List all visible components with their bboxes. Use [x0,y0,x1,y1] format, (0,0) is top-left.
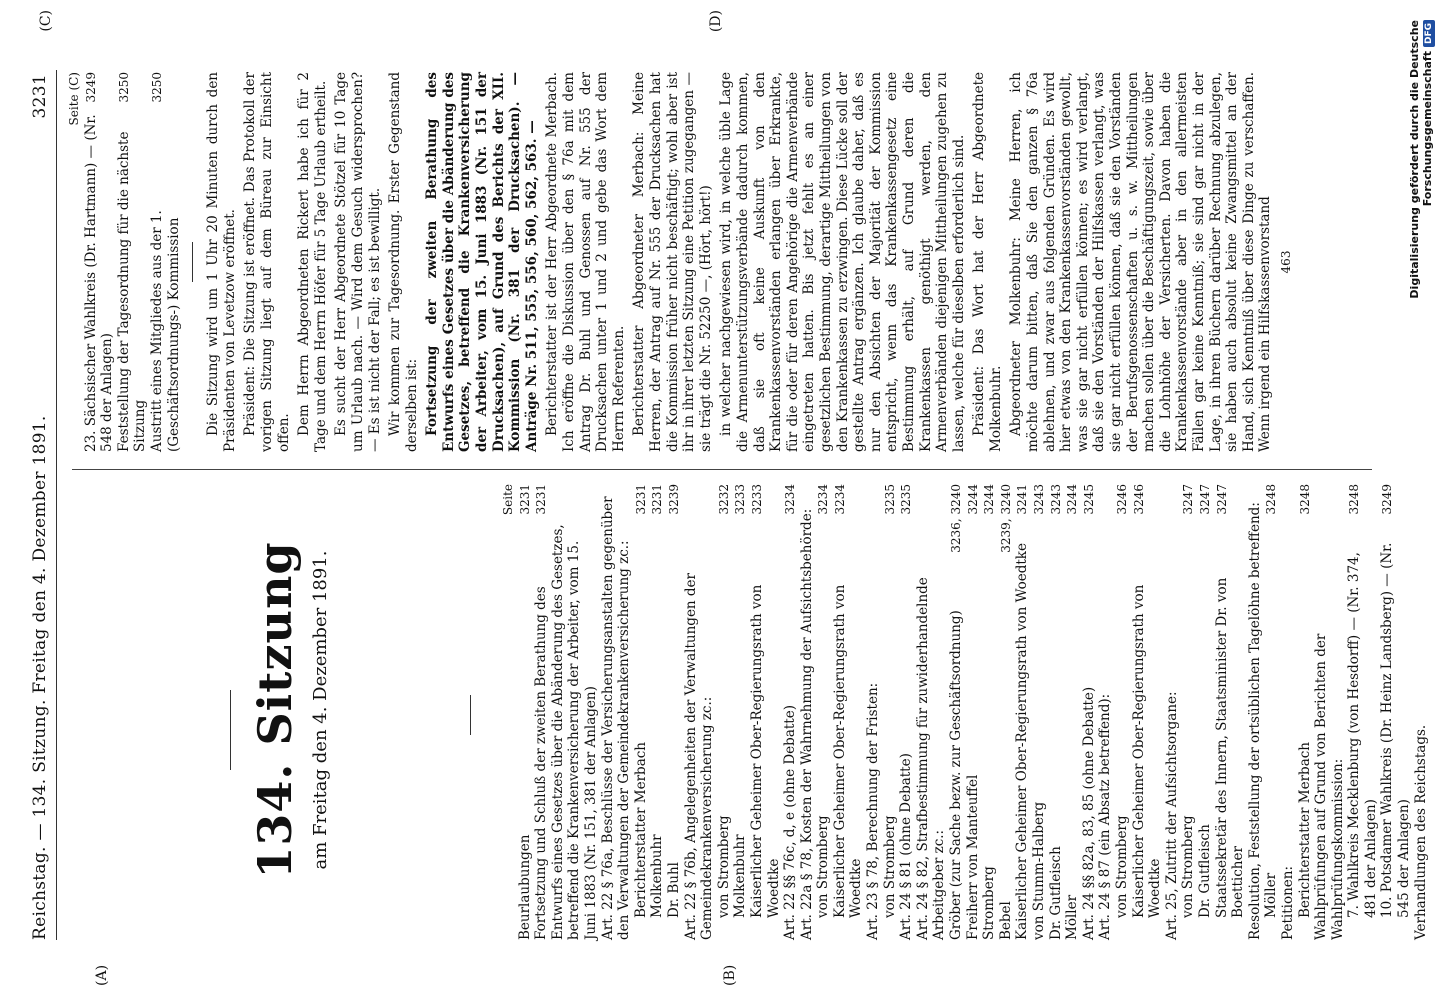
toc-column [500,484,1429,940]
toc-entry [1114,484,1131,940]
toc-entry-text: Kaiserlicher Geheimer Ober-Regierungsrath von Woedtke [1014,543,1031,940]
margin-marker-b: (B) [722,964,738,986]
toc-entry-text: Berichterstatter Merbach [1296,741,1313,918]
proceedings-paragraph: Berichterstatter Abgeordneter Merbach: Meine Herren, der Antrag auf Nr. 555 der Drucksachen hat die Kommission früher nicht beschäftigt; wohl aber ist ihr in ihrer letzten Sitzung eine Petition zugegangen — sie trägt die Nr. 52250 —, (Hört, hört!) [631,72,714,452]
toc-entry-text: Kaiserlicher Geheimer Ober-Regierungsrath von Woedtke [748,584,782,918]
toc-entry-page: 3247 [1181,484,1196,515]
toc-entry [533,484,599,940]
toc-entry [683,484,716,940]
toc-entry-text: Molkenbuhr [649,834,666,918]
toc-entry [898,484,915,940]
toc-entry-text: Gröber (zur Sache bezw. zur Geschäftsordnung) [948,610,965,940]
toc-entry-text: Fortsetzung und Schluß der zweiten Berathung des Entwurfs eines Gesetzes über die Abänderung des Gesetzes, betreffend die Krankenversicherung der Arbeiter, vom 15. Juni 1883 (Nr. 151, 381 der Anlagen) [533,524,599,940]
proceedings-paragraph: Dem Herrn Abgeordneten Rickert habe ich für 2 Tage und dem Herrn Höfer für 5 Tage Urlaub ertheilt. [296,72,329,452]
margin-marker-d: (D) [708,10,724,33]
toc-entry [965,484,982,940]
toc-entry-text: Dr. Gutfleisch [1196,824,1213,918]
column-divider [72,469,1372,470]
toc-entry-text: Art. 25, Zutritt der Aufsichtsorgane: [1163,691,1180,940]
agenda-entry-page: 3249 [83,72,98,103]
toc-entry-page: 3234 [816,484,831,515]
toc-entry [1197,484,1214,940]
toc-entry [981,484,998,940]
agenda-list [83,72,183,452]
toc-entry [1346,484,1379,940]
toc-entry [1164,484,1181,940]
margin-marker-a: (A) [94,964,110,986]
toc-entry [1031,484,1048,940]
proceedings-paragraph: Präsident: Das Wort hat der Herr Abgeordnete Molkenbuhr. [971,72,1004,452]
proceedings-paragraph: Die Sitzung wird um 1 Uhr 20 Minuten durch den Präsidenten von Levetzow eröffnet. [205,72,238,452]
toc-entry-page: 3245 [1081,484,1096,515]
toc-entry-text: Möller [1064,894,1081,940]
toc-seite-label: Seite [501,484,515,516]
toc-entry-text: Dr. Gutfleisch [1047,846,1064,940]
toc-entry-text: Art. 24 § 87 (ein Absatz betreffend): [1097,693,1114,940]
toc-entry [716,484,733,940]
toc-entry-page: 3246 [1131,484,1146,515]
toc-entry [882,484,899,940]
toc-entry-page: 3231 [534,484,549,515]
toc-entry-text: Beurlaubungen [516,834,533,940]
toc-entry-page: 3232 [716,484,731,515]
toc-entry-page: 3235 [882,484,897,515]
toc-entry-text: Art. 22a § 78, Kosten der Wahrnehmung der Aufsichtsbehörde: [798,508,815,940]
proceedings-paragraph: in welcher nachgewiesen wird, in welche üble Lage die Armenunterstützungsverbände dadurch kommen, daß sie oft keine Auskunft von den Krankenkassenvorständen erlangen über Erkrankte, für die oder für deren Angehörige die Armenverbände eingetreten hatten. Bis jetzt fehlt es an einer gesetzlichen Bestimmung, derartige Mittheilungen von den Krankenkassen zu erzwingen. Diese Lücke soll der gestellte Antrag ergänzen. Ich glaube daher, daß es nur den Absichten der Majorität der Kommission entspricht, wenn das Krankenkassengesetz eine Bestimmung erhält, auf Grund deren die Krankenkassen genöthigt werden, den Armenverbänden diejenigen Mittheilungen zugehen zu lassen, welche für dieselben erforderlich sind. [718,72,967,452]
title-rule-top [230,690,231,770]
toc-entry [1097,484,1114,940]
toc-entry-text: Art. 23 § 78, Berechnung der Fristen: [865,682,882,940]
session-date: am Freitag den 4. Dezember 1891. [310,550,331,870]
proceedings-paragraph: Wir kommen zur Tagesordnung. Erster Gegenstand derselben ist: [387,72,420,452]
toc-entry-page: 3244 [982,484,997,515]
toc-entry-text: Berichterstatter Merbach [632,741,649,918]
proceedings-seite-label: Seite (C) [67,72,81,126]
proceedings-paragraph: Es sucht der Herr Abgeordnete Stötzel für 10 Tage um Urlaub nach. — Wird dem Gesuch widersprochen? — Es ist nicht der Fall; es ist bewilligt. [333,72,383,452]
toc-entry-page: 3246 [1114,484,1129,515]
toc-entry-text: von Stromberg [1113,815,1130,918]
toc-entry [799,484,816,940]
toc-entry [1379,484,1412,940]
toc-entry-page: 3241 [1015,484,1030,515]
agenda-entry-text: 23. Sächsischer Wahlkreis (Dr. Hartmann) — (Nr. 548 der Anlagen) [82,114,116,452]
header-rule [56,70,57,940]
running-header: Reichstag. — 134. Sitzung. Freitag den 4. Dezember 1891. [30,415,50,940]
toc-entry-page: 3234 [783,484,798,515]
toc-entry [749,484,782,940]
toc-entry-page: 3239, 3240 [998,484,1013,553]
toc-entry-page: 3243 [1032,484,1046,515]
toc-entry [1048,484,1065,940]
toc-entry [1247,484,1264,940]
toc-entry [832,484,865,940]
proceedings-text [205,72,1274,452]
signature-number: 463 [1278,250,1293,274]
proceedings-paragraph: Fortsetzung der zweiten Berathung des Entwurfs eines Gesetzes über die Abänderung des Gesetzes, betreffend die Krankenversicherung der Arbeiter, vom 15. Juni 1883 (Nr. 151 der Drucksachen), auf Grund des Berichts der XII. Kommission (Nr. 381 der Drucksachen). — Anträge Nr. 511, 555, 556, 560, 562, 563. — [424,72,540,452]
toc-entry-text: von Stromberg [715,815,732,918]
toc-entry [1014,484,1031,940]
toc-entry-text: Petitionen: [1279,865,1296,940]
toc-entry-text: Stromberg [981,866,998,940]
toc-entry-text: Kaiserlicher Geheimer Ober-Regierungsrath von Woedtke [831,584,865,918]
toc-entry [1413,484,1430,940]
toc-entry-page: 3231 [633,484,648,515]
toc-entry [1297,484,1314,940]
toc-entry-text: Resolution, Feststellung der ortsüblichen Tagelöhne betreffend: [1246,502,1263,940]
agenda-entry [149,72,182,452]
toc-entry [1081,484,1098,940]
margin-marker-c: (C) [38,10,54,32]
toc-entry [633,484,650,940]
proceedings-column [66,72,1295,452]
toc-entry-page: 3233 [749,484,764,515]
toc-entry [1214,484,1247,940]
toc-entry-text: Molkenbuhr [732,834,749,918]
toc-entry-text: Art. 24 § 82, Strafbestimmung für zuwiderhandelnde Arbeitgeber zc.: [914,577,948,940]
toc-entry-text: Dr. Buhl [665,861,682,918]
toc-entry-text: Art. 24 §§ 82a, 83, 85 (ohne Debatte) [1080,686,1097,940]
toc-entry [915,484,948,940]
toc-entry-text: Art. 24 § 81 (ohne Debatte) [898,753,915,940]
toc-entry-text: Art. 22 § 76b, Angelegenheiten der Verwaltungen der Gemeindekrankenversicherung zc.: [682,573,716,940]
toc-entry-page: 3249 [1380,484,1395,515]
toc-entry [600,484,633,940]
toc-entry-text: von Stromberg [1180,815,1197,918]
agenda-entry-text: Feststellung der Tagesordnung für die nächste Sitzung [115,131,149,452]
toc-entry-text: Freiherr von Manteuffel [964,774,981,940]
toc-entry [1131,484,1164,940]
toc-entry-text: von Stromberg [881,815,898,918]
toc-entry-text: Art. 22 § 76a, Beschlüsse der Versicherungsanstalten gegenüber den Verwaltungen der Gemeindekrankenversicherung zc.: [599,496,633,940]
toc-entry [1313,484,1346,940]
toc-entry-text: Staatssekretär des Innern, Staatsminister Dr. von Boetticher [1213,577,1247,918]
agenda-entry [83,72,116,452]
toc-entry-text: Verhandlungen des Reichstags. [1412,724,1429,940]
toc-entry [517,484,534,940]
toc-entry-text: Wahlprüfungen auf Grund von Berichten der Wahlprüfungskommission: [1313,633,1346,940]
toc-entry-text: 7. Wahlkreis Mecklenburg (von Hesdorff) — (Nr. 374, 481 der Anlagen) [1346,552,1379,918]
title-rule-bottom [470,695,471,735]
toc-entry-text: Bebel [997,901,1014,940]
toc-entry [666,484,683,940]
toc-entry-page: 3233 [733,484,748,515]
digitization-footer [1408,20,1435,440]
agenda-entry-text: Austritt eines Mitgliedes aus der 1. (Geschäftsordnungs-) Kommission [148,210,182,452]
toc-entry [998,484,1015,940]
proceedings-paragraph: Berichterstatter ist der Herr Abgeordnete Merbach. Ich eröffne die Diskussion über den § 76a mit dem Antrag Dr. Buhl und Genossen auf Nr. 555 der Drucksachen unter 1 und 2 und gebe das Wort dem Herrn Referenten. [544,72,627,452]
toc-entry-page: 3247 [1197,484,1212,515]
toc-entry-page: 3244 [965,484,980,515]
toc-entry-page: 3236, 3240 [949,484,964,553]
toc-list [517,484,1430,940]
agenda-entry-page: 3250 [116,72,131,103]
session-title: 134. Sitzung [248,541,302,879]
toc-entry-text: von Stromberg [815,815,832,918]
footer-text: Digitalisierung gefördert durch die Deutsche Forschungsgemeinschaft [1408,20,1434,299]
toc-entry-page: 3234 [832,484,847,515]
toc-entry-page: 3231 [517,484,532,515]
toc-entry-text: 10. Potsdamer Wahlkreis (Dr. Heinz Landsberg) — (Nr. 545 der Anlagen) [1379,542,1413,918]
toc-entry-text: Kaiserlicher Geheimer Ober-Regierungsrath von Woedtke [1130,584,1164,918]
page-number: 3231 [30,74,50,119]
toc-entry [948,484,965,940]
toc-entry [1064,484,1081,940]
proceedings-paragraph: Abgeordneter Molkenbuhr: Meine Herren, ich möchte darum bitten, daß Sie den ganzen § 76a ablehnen, und zwar aus folgenden Gründen. Es wird hier etwas von den Krankenkassenvorständen gewollt, was sie gar nicht erfüllen können; es wird verlangt, daß sie den Vorständen der Hilfskassen verlangt, was sie gar nicht erfüllen können, daß sie den Vorständen der Berufsgenossenschaften u. s. w. Mittheilungen machen sollen über die Beschäftigungszeit, sowie über die Lohnhöhe der Versicherten. Davon haben die Krankenkassenvorstände aber in den allermeisten Fällen gar keine Kenntniß; sie sind gar nicht in der Lage, in ihren Büchern darüber Rechnung abzulegen, sie haben auch absolut keine Zwangsmittel an der Hand, sich Kenntniß über diese Dinge zu verschaffen. Wenn irgend ein Hilfskassenvorstand [1008,72,1274,452]
toc-entry [865,484,882,940]
toc-entry-page: 3231 [650,484,665,515]
toc-entry [1280,484,1297,940]
toc-entry-page: 3248 [1264,484,1279,515]
toc-entry-page: 3248 [1347,484,1362,515]
toc-entry [815,484,832,940]
toc-entry-text: Möller [1263,872,1280,918]
agenda-rule [192,242,193,282]
agenda-entry-page: 3250 [149,72,164,103]
toc-entry [782,484,799,940]
toc-entry-page: 3248 [1297,484,1312,515]
toc-entry-page: 3235 [899,484,914,515]
toc-entry-page: 3243 [1048,484,1063,515]
toc-entry [732,484,749,940]
toc-entry-page: 3244 [1065,484,1080,515]
dfg-logo: DFG [1423,20,1435,47]
toc-entry-text: von Stumm-Halberg [1031,801,1047,940]
toc-entry [1263,484,1280,940]
toc-entry [649,484,666,940]
toc-entry [1180,484,1197,940]
agenda-entry [116,72,149,452]
proceedings-paragraph: Präsident: Die Sitzung ist eröffnet. Das Protokoll der vorigen Sitzung liegt auf dem Büreau zur Einsicht offen. [242,72,292,452]
toc-entry-page: 3239 [666,484,681,515]
toc-entry-page: 3247 [1214,484,1229,515]
toc-entry-text: Art. 22 §§ 76c, d, e (ohne Debatte) [782,705,799,940]
